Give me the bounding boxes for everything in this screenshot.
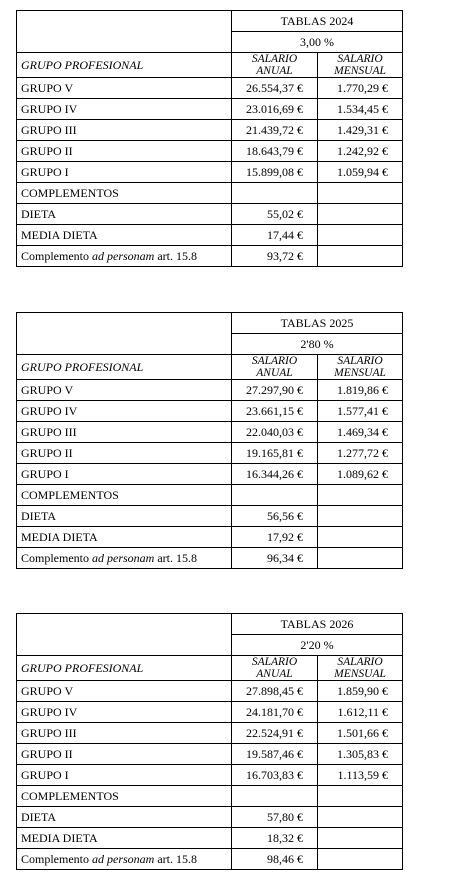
group-name: GRUPO I	[17, 464, 232, 485]
table-row	[17, 99, 403, 120]
empty-cell	[318, 849, 403, 870]
annual-salary: 22.524,91 €	[232, 723, 318, 744]
column-header-annual: SALARIO ANUAL	[232, 355, 318, 380]
table-row	[17, 401, 403, 422]
annual-salary: 22.040,03 €	[232, 422, 318, 443]
increase-rate: 2'80 %	[232, 334, 403, 355]
empty-cell	[318, 527, 403, 548]
table-row	[17, 246, 403, 267]
media-dieta-value: 18,32 €	[232, 828, 318, 849]
table-row	[17, 828, 403, 849]
table-row	[17, 183, 403, 204]
table-row	[17, 225, 403, 246]
group-name: GRUPO III	[17, 120, 232, 141]
complements-label: COMPLEMENTOS	[17, 183, 232, 204]
group-name: GRUPO IV	[17, 702, 232, 723]
media-dieta-label: MEDIA DIETA	[17, 527, 232, 548]
group-name: GRUPO II	[17, 744, 232, 765]
table-row	[17, 527, 403, 548]
annual-salary: 26.554,37 €	[232, 78, 318, 99]
monthly-salary: 1.113,59 €	[318, 765, 403, 786]
complements-label: COMPLEMENTOS	[17, 786, 232, 807]
dieta-value: 56,56 €	[232, 506, 318, 527]
empty-cell	[232, 183, 318, 204]
group-name: GRUPO V	[17, 380, 232, 401]
table-row	[17, 849, 403, 870]
column-header-annual: SALARIO ANUAL	[232, 53, 318, 78]
monthly-salary: 1.429,31 €	[318, 120, 403, 141]
table-row	[17, 464, 403, 485]
table-title: TABLAS 2024	[232, 11, 403, 32]
monthly-salary: 1.819,86 €	[318, 380, 403, 401]
media-dieta-label: MEDIA DIETA	[17, 828, 232, 849]
group-name: GRUPO IV	[17, 401, 232, 422]
empty-cell	[318, 485, 403, 506]
table-row	[17, 786, 403, 807]
group-name: GRUPO III	[17, 723, 232, 744]
table-title: TABLAS 2026	[232, 614, 403, 635]
monthly-salary: 1.577,41 €	[318, 401, 403, 422]
annual-salary: 18.643,79 €	[232, 141, 318, 162]
header-blank-cell	[17, 11, 232, 53]
salary-table-2024	[16, 10, 403, 267]
complements-label: COMPLEMENTOS	[17, 485, 232, 506]
column-header-monthly: SALARIO MENSUAL	[318, 656, 403, 681]
media-dieta-label: MEDIA DIETA	[17, 225, 232, 246]
empty-cell	[318, 225, 403, 246]
monthly-salary: 1.501,66 €	[318, 723, 403, 744]
table-row	[17, 204, 403, 225]
table-row	[17, 548, 403, 569]
annual-salary: 27.297,90 €	[232, 380, 318, 401]
table-row	[17, 422, 403, 443]
group-name: GRUPO III	[17, 422, 232, 443]
salary-table-2025	[16, 312, 403, 569]
monthly-salary: 1.059,94 €	[318, 162, 403, 183]
column-header-annual: SALARIO ANUAL	[232, 656, 318, 681]
monthly-salary: 1.469,34 €	[318, 422, 403, 443]
empty-cell	[318, 183, 403, 204]
group-name: GRUPO IV	[17, 99, 232, 120]
ad-personam-value: 96,34 €	[232, 548, 318, 569]
column-header-monthly: SALARIO MENSUAL	[318, 53, 403, 78]
dieta-label: DIETA	[17, 506, 232, 527]
annual-salary: 21.439,72 €	[232, 120, 318, 141]
group-name: GRUPO II	[17, 141, 232, 162]
annual-salary: 23.016,69 €	[232, 99, 318, 120]
table-row	[17, 807, 403, 828]
monthly-salary: 1.859,90 €	[318, 681, 403, 702]
monthly-salary: 1.534,45 €	[318, 99, 403, 120]
group-name: GRUPO V	[17, 681, 232, 702]
table-row	[17, 506, 403, 527]
monthly-salary: 1.612,11 €	[318, 702, 403, 723]
empty-cell	[318, 807, 403, 828]
annual-salary: 19.587,46 €	[232, 744, 318, 765]
table-row	[17, 162, 403, 183]
dieta-label: DIETA	[17, 807, 232, 828]
ad-personam-value: 93,72 €	[232, 246, 318, 267]
column-header-monthly: SALARIO MENSUAL	[318, 355, 403, 380]
ad-personam-label: Complemento ad personam art. 15.8	[17, 548, 232, 569]
dieta-value: 57,80 €	[232, 807, 318, 828]
table-row	[17, 723, 403, 744]
group-name: GRUPO I	[17, 765, 232, 786]
header-blank-cell	[17, 313, 232, 355]
dieta-value: 55,02 €	[232, 204, 318, 225]
empty-cell	[318, 506, 403, 527]
empty-cell	[232, 786, 318, 807]
monthly-salary: 1.770,29 €	[318, 78, 403, 99]
empty-cell	[318, 204, 403, 225]
table-row	[17, 765, 403, 786]
annual-salary: 16.703,83 €	[232, 765, 318, 786]
group-name: GRUPO I	[17, 162, 232, 183]
table-row	[17, 120, 403, 141]
annual-salary: 15.899,08 €	[232, 162, 318, 183]
ad-personam-value: 98,46 €	[232, 849, 318, 870]
monthly-salary: 1.277,72 €	[318, 443, 403, 464]
annual-salary: 16.344,26 €	[232, 464, 318, 485]
header-blank-cell	[17, 614, 232, 656]
monthly-salary: 1.305,83 €	[318, 744, 403, 765]
table-row	[17, 78, 403, 99]
annual-salary: 19.165,81 €	[232, 443, 318, 464]
group-name: GRUPO V	[17, 78, 232, 99]
salary-table-2026	[16, 613, 403, 870]
increase-rate: 2'20 %	[232, 635, 403, 656]
group-name: GRUPO II	[17, 443, 232, 464]
empty-cell	[318, 828, 403, 849]
monthly-salary: 1.089,62 €	[318, 464, 403, 485]
dieta-label: DIETA	[17, 204, 232, 225]
increase-rate: 3,00 %	[232, 32, 403, 53]
table-title: TABLAS 2025	[232, 313, 403, 334]
table-row	[17, 744, 403, 765]
table-row	[17, 702, 403, 723]
monthly-salary: 1.242,92 €	[318, 141, 403, 162]
empty-cell	[318, 548, 403, 569]
table-row	[17, 443, 403, 464]
column-header-group: GRUPO PROFESIONAL	[17, 53, 232, 78]
ad-personam-label: Complemento ad personam art. 15.8	[17, 246, 232, 267]
table-row	[17, 681, 403, 702]
empty-cell	[318, 246, 403, 267]
empty-cell	[232, 485, 318, 506]
ad-personam-label: Complemento ad personam art. 15.8	[17, 849, 232, 870]
column-header-group: GRUPO PROFESIONAL	[17, 656, 232, 681]
table-row	[17, 380, 403, 401]
media-dieta-value: 17,92 €	[232, 527, 318, 548]
annual-salary: 24.181,70 €	[232, 702, 318, 723]
annual-salary: 27.898,45 €	[232, 681, 318, 702]
annual-salary: 23.661,15 €	[232, 401, 318, 422]
table-row	[17, 485, 403, 506]
column-header-group: GRUPO PROFESIONAL	[17, 355, 232, 380]
media-dieta-value: 17,44 €	[232, 225, 318, 246]
empty-cell	[318, 786, 403, 807]
table-row	[17, 141, 403, 162]
